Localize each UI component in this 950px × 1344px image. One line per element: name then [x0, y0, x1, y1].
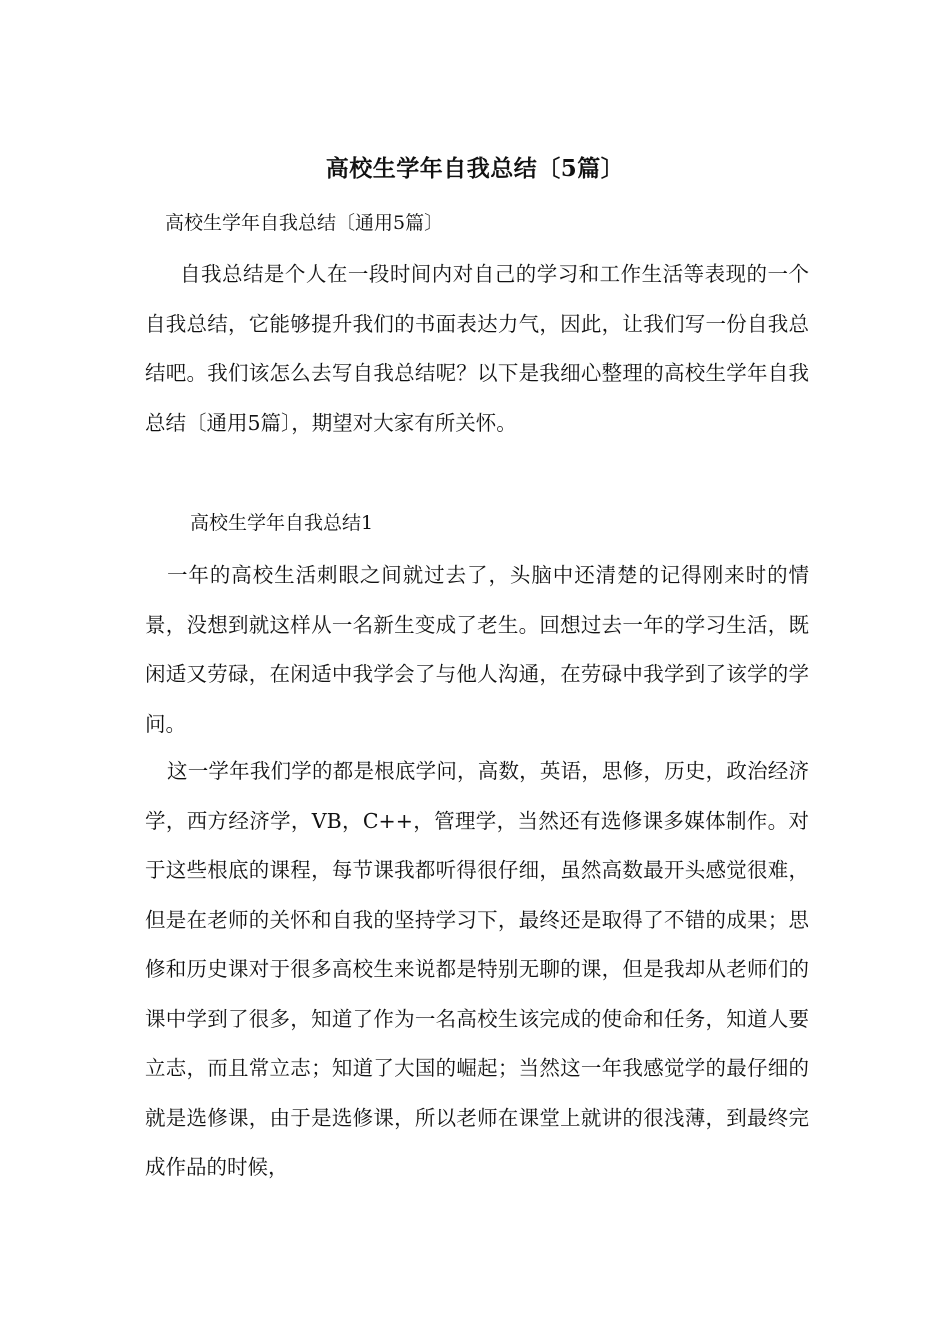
- section-heading: 高校生学年自我总结1: [190, 512, 374, 534]
- body-paragraph: 这一学年我们学的都是根底学问，高数，英语，思修，历史，政治经济学，西方经济学，VB，C++，管理学，当然还有选修课多媒体制作。对于这些根底的课程，每节课我都听得很仔细，虽然高数最开头感觉很难，但是在老师的关怀和自我的坚持学习下，最终还是取得了不错的成果；思修和历史课对于很多高校生来说都是特别无聊的课，但是我却从老师们的课中学到了很多，知道了作为一名高校生该完成的使命和任务，知道人要立志，而且常立志；知道了大国的崛起；当然这一年我感觉学的最仔细的就是选修课，由于是选修课，所以老师在课堂上就讲的很浅薄，到最终完成作品的时候，: [145, 759, 809, 1179]
- body-paragraph: 一年的高校生活刺眼之间就过去了，头脑中还清楚的记得刚来时的情景，没想到就这样从一名新生变成了老生。回想过去一年的学习生活，既闲适又劳碌，在闲适中我学会了与他人沟通，在劳碌中我学到了该学的学问。: [145, 563, 809, 736]
- document-title: 高校生学年自我总结〔5篇〕: [325, 155, 625, 182]
- intro-paragraph: 自我总结是个人在一段时间内对自己的学习和工作生活等表现的一个自我总结，它能够提升我们的书面表达力气，因此，让我们写一份自我总结吧。我们该怎么去写自我总结呢？以下是我细心整理的高校生学年自我总结〔通用5篇〕，期望对大家有所关怀。: [145, 262, 809, 435]
- document-subtitle: 高校生学年自我总结〔通用5篇〕: [165, 212, 444, 234]
